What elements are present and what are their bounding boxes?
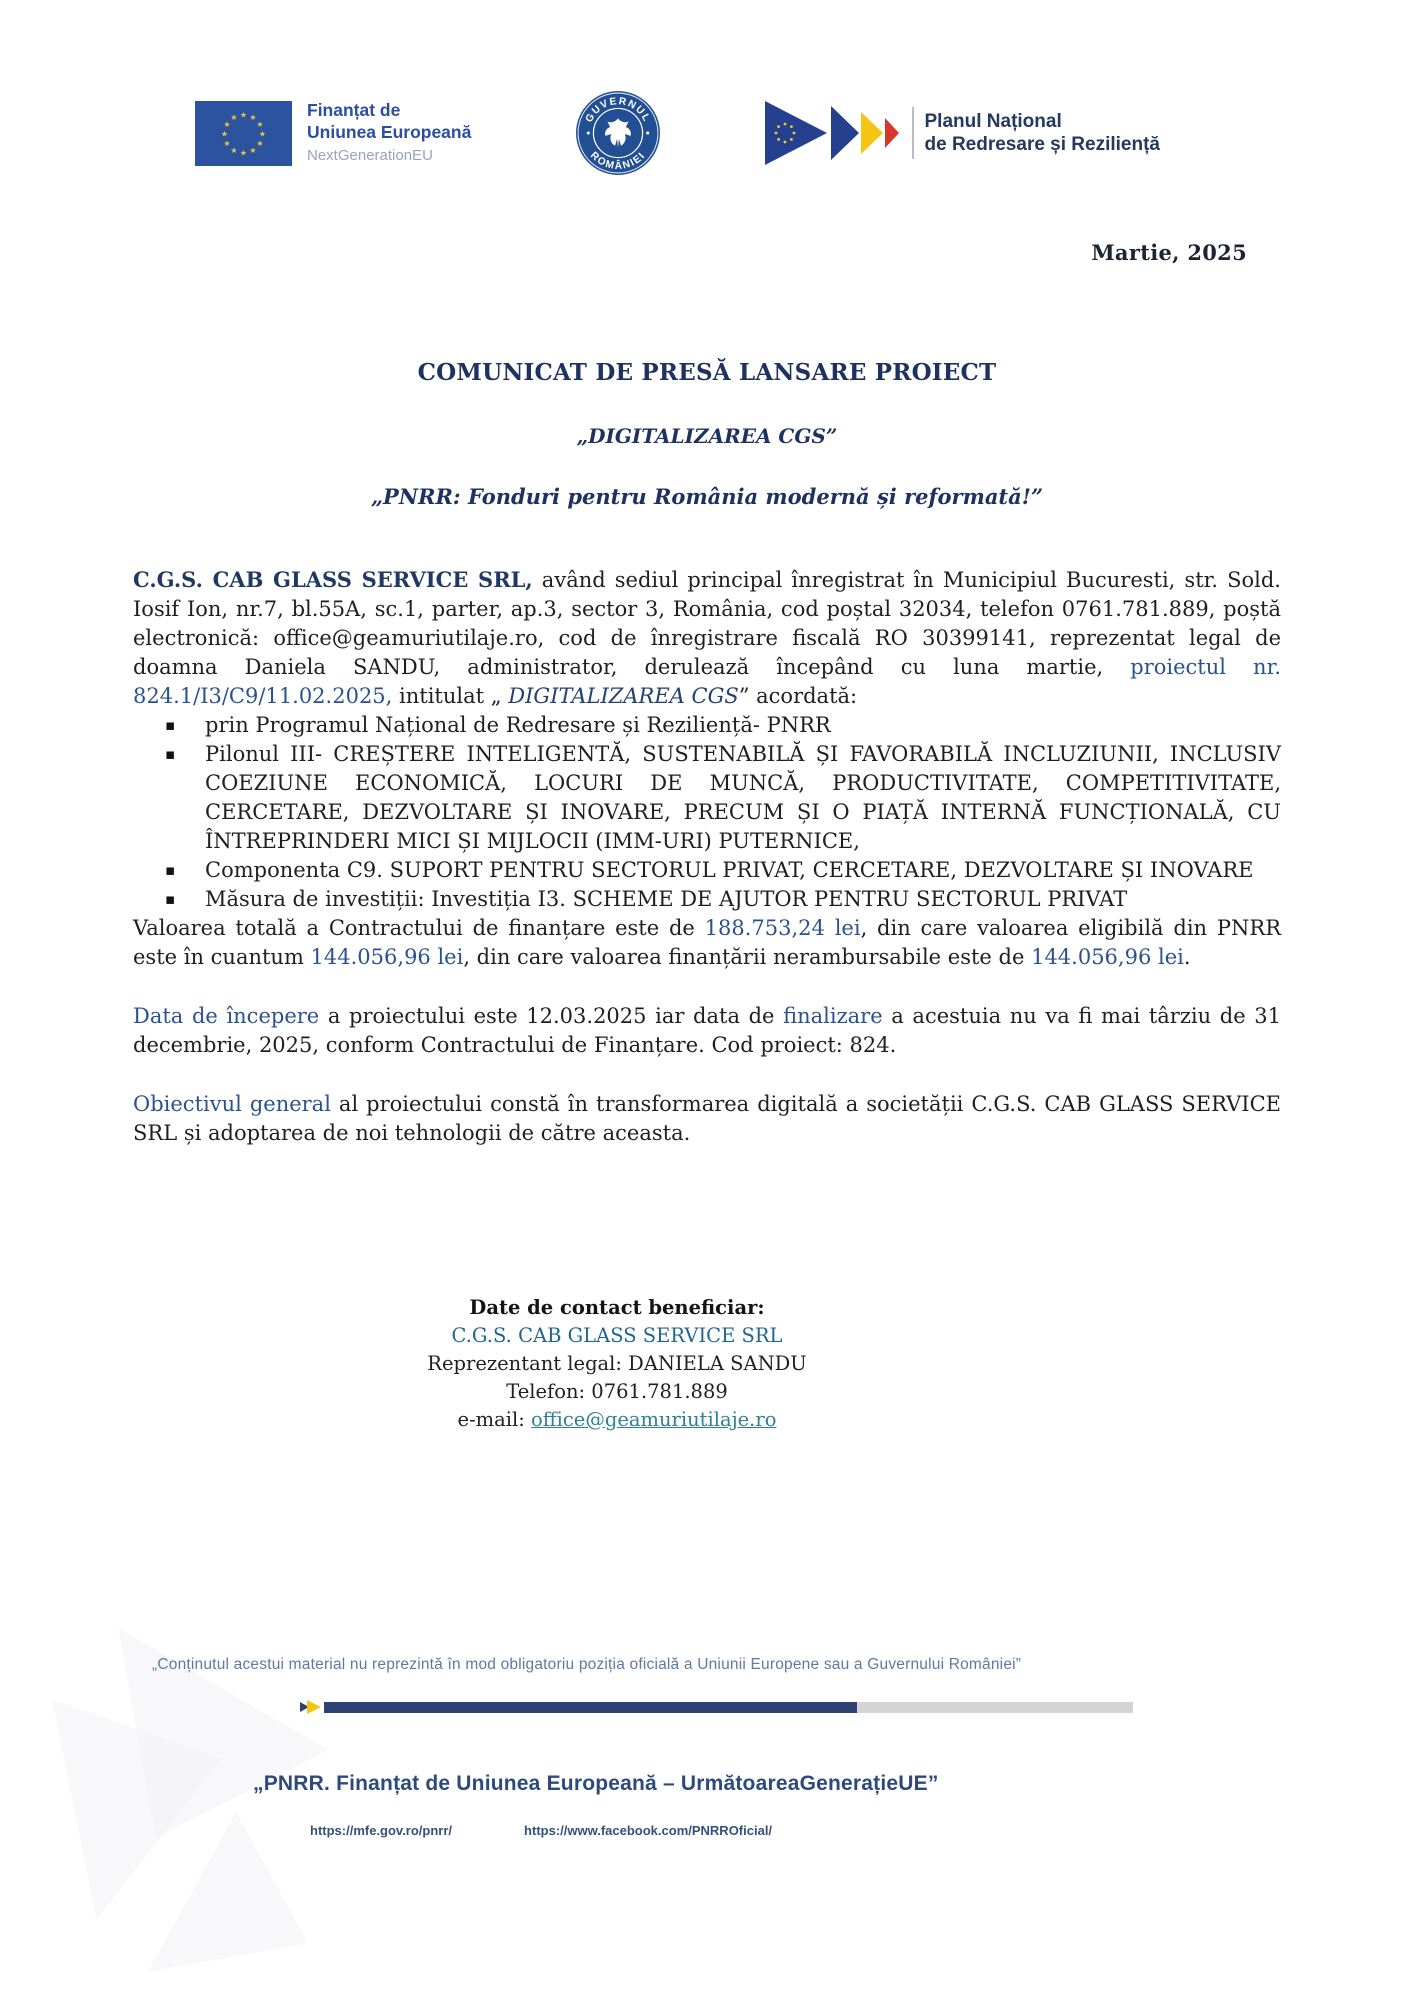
bullet-square-icon: ▪ — [165, 716, 176, 734]
intro-paragraph — [133, 565, 1281, 711]
mfe-link[interactable]: https://mfe.gov.ro/pnrr/ — [310, 1823, 453, 1838]
disclaimer-text: „Conținutul acestui material nu reprezintă în mod obligatoriu poziția oficială a Uniunii Europene sau a Guvernului României” — [152, 1656, 1022, 1673]
intro-text-a: având sediul principal înregistrat în Municipiul Bucuresti, str. Sold. Iosif Ion, nr.7, bl.55A, sc.1, parter, ap.3, sector 3, România, cod poștal 32034, telefon 0761.781.889, poștă electronică: office@geamuriutilaje.ro, cod de înregistrare fiscală RO 30399141, reprezentat legal de doamna Daniela SANDU, administrator, derulează începând cu luna martie, — [133, 568, 1281, 679]
svg-text:★: ★ — [239, 148, 248, 157]
contract-value-paragraph — [133, 914, 1281, 972]
header-logos-row — [195, 84, 1160, 182]
pnrr-logo — [765, 98, 1161, 168]
pnrr-logo-divider — [912, 107, 914, 159]
svg-text:★: ★ — [258, 129, 267, 138]
end-date-label: finalizare — [783, 1004, 883, 1028]
program-bullet-list — [133, 711, 1281, 914]
contact-phone: Telefon: 0761.781.889 — [506, 1380, 728, 1403]
project-number: proiectul nr. 824.1/I3/C9/11.02.2025, — [133, 655, 1281, 708]
svg-text:★: ★ — [249, 145, 257, 155]
gov-seal-bottom-text: ROMÂNIEI — [587, 150, 648, 172]
romanian-government-seal-icon — [575, 90, 661, 176]
svg-text:★: ★ — [223, 138, 231, 148]
company-name-bold: C.G.S. CAB GLASS SERVICE SRL, — [133, 567, 533, 592]
svg-text:★: ★ — [223, 119, 231, 129]
dates-text-b: a acestuia nu va fi mai târziu de 31 decembrie, 2025, conform Contractului de Finanțare. Cod proiect: 824. — [133, 1004, 1281, 1057]
document-body — [133, 565, 1281, 1148]
svg-text:★: ★ — [256, 119, 264, 129]
footer-slogan: „PNRR. Finanțat de Uniunea Europeană – UrmătoareaGenerațieUE” — [253, 1772, 939, 1795]
svg-text:★: ★ — [220, 129, 229, 138]
footer — [0, 1656, 1414, 1838]
intro-text-b: intitulat „ — [392, 684, 509, 708]
list-item — [133, 856, 1281, 885]
facebook-link[interactable]: https://www.facebook.com/PNRROficial/ — [524, 1823, 773, 1838]
footer-arrow-icon — [300, 1699, 324, 1715]
value-text-c: , din care valoarea finanțării nerambursabile este de — [463, 945, 1032, 969]
svg-text:★: ★ — [230, 145, 238, 155]
bullet-square-icon: ▪ — [165, 861, 176, 879]
bullet-text: Componenta C9. SUPORT PENTRU SECTORUL PRIVAT, CERCETARE, DEZVOLTARE ȘI INOVARE — [205, 858, 1254, 882]
eu-funding-logo — [195, 100, 471, 166]
contact-email-line — [0, 1406, 1234, 1434]
svg-text:★: ★ — [249, 112, 257, 122]
pnrr-logo-text — [925, 110, 1161, 156]
press-release-title: COMUNICAT DE PRESĂ LANSARE PROIECT — [417, 359, 997, 386]
start-date-label: Data de începere — [133, 1004, 320, 1028]
project-name-inline: DIGITALIZAREA CGS — [508, 684, 739, 708]
contact-company: C.G.S. CAB GLASS SERVICE SRL — [451, 1324, 783, 1347]
footer-bar-navy-segment — [324, 1702, 857, 1713]
date-line: Martie, 2025 — [1091, 240, 1247, 265]
pnrr-logo-line2: de Redresare și Reziliență — [924, 134, 1160, 155]
gov-seal-top-text: GUVERNUL — [583, 96, 653, 125]
bullet-text: Măsura de investiții: Investiția I3. SCHEME DE AJUTOR PENTRU SECTORUL PRIVAT — [205, 887, 1128, 911]
list-item — [133, 885, 1281, 914]
svg-text:★: ★ — [256, 138, 264, 148]
svg-text:★: ★ — [239, 110, 248, 119]
bullet-text: Pilonul III- CREȘTERE INTELIGENTĂ, SUSTENABILĂ ȘI FAVORABILĂ INCLUZIUNII, INCLUSIV COEZIUNE ECONOMICĂ, LOCURI DE MUNCĂ, PRODUCTIVITATE, COMPETITIVITATE, CERCETARE, DEZVOLTARE ȘI INOVARE, PRECUM ȘI O PIAȚĂ INTERNĂ FUNCȚIONALĂ, CU ÎNTREPRINDERI MICI ȘI MIJLOCII (IMM-URI) PUTERNICE, — [205, 742, 1281, 853]
total-value-amount: 188.753,24 lei — [704, 916, 861, 940]
email-label: e-mail: — [457, 1408, 532, 1431]
bullet-text: prin Programul Național de Redresare și Reziliență- PNRR — [205, 713, 831, 737]
objective-label: Obiectivul general — [133, 1092, 331, 1116]
eu-logo-line1: Finanțat de — [307, 100, 401, 121]
project-name-subtitle: „DIGITALIZAREA CGS” — [576, 424, 838, 448]
eu-logo-line2: Uniunea Europeană — [307, 122, 472, 143]
eu-logo-line3: NextGenerationEU — [307, 147, 433, 164]
email-link[interactable]: office@geamuriutilaje.ro — [531, 1408, 777, 1431]
objective-paragraph — [133, 1090, 1281, 1148]
value-text-b: , din care valoarea eligibilă din PNRR este în cuantum — [133, 916, 1282, 969]
value-text-d: . — [1183, 945, 1191, 969]
bullet-square-icon: ▪ — [165, 890, 176, 908]
footer-links-row — [310, 1823, 1414, 1838]
contact-heading: Date de contact beneficiar: — [469, 1296, 765, 1319]
dates-text-a: a proiectului este 12.03.2025 iar data de — [319, 1004, 784, 1028]
value-text-a: Valoarea totală a Contractului de finanțare este de — [133, 916, 705, 940]
pnrr-logo-line1: Planul Național — [924, 110, 1062, 132]
eu-logo-text — [307, 100, 471, 166]
eu-flag-icon — [195, 101, 292, 166]
contact-block — [0, 1294, 1414, 1434]
contact-representative: Reprezentant legal: DANIELA SANDU — [427, 1352, 807, 1375]
eligible-value-amount: 144.056,96 lei — [310, 945, 464, 969]
project-dates-paragraph — [133, 1002, 1281, 1060]
list-item — [133, 740, 1281, 856]
footer-progress-bar — [300, 1699, 1414, 1715]
svg-text:★: ★ — [230, 112, 238, 122]
intro-text-c: ” acordată: — [738, 684, 858, 708]
bullet-square-icon: ▪ — [165, 745, 176, 763]
grant-value-amount: 144.056,96 lei — [1031, 945, 1184, 969]
objective-text: al proiectului constă în transformarea digitală a societății C.G.S. CAB GLASS SERVICE SRL și adoptarea de noi tehnologii de către aceasta. — [133, 1092, 1281, 1145]
list-item — [133, 711, 1281, 740]
pnrr-arrows-icon — [765, 98, 901, 168]
pnrr-slogan-subtitle: „PNRR: Fonduri pentru România modernă și reformată!” — [370, 484, 1044, 509]
footer-bar-grey-segment — [857, 1702, 1133, 1713]
